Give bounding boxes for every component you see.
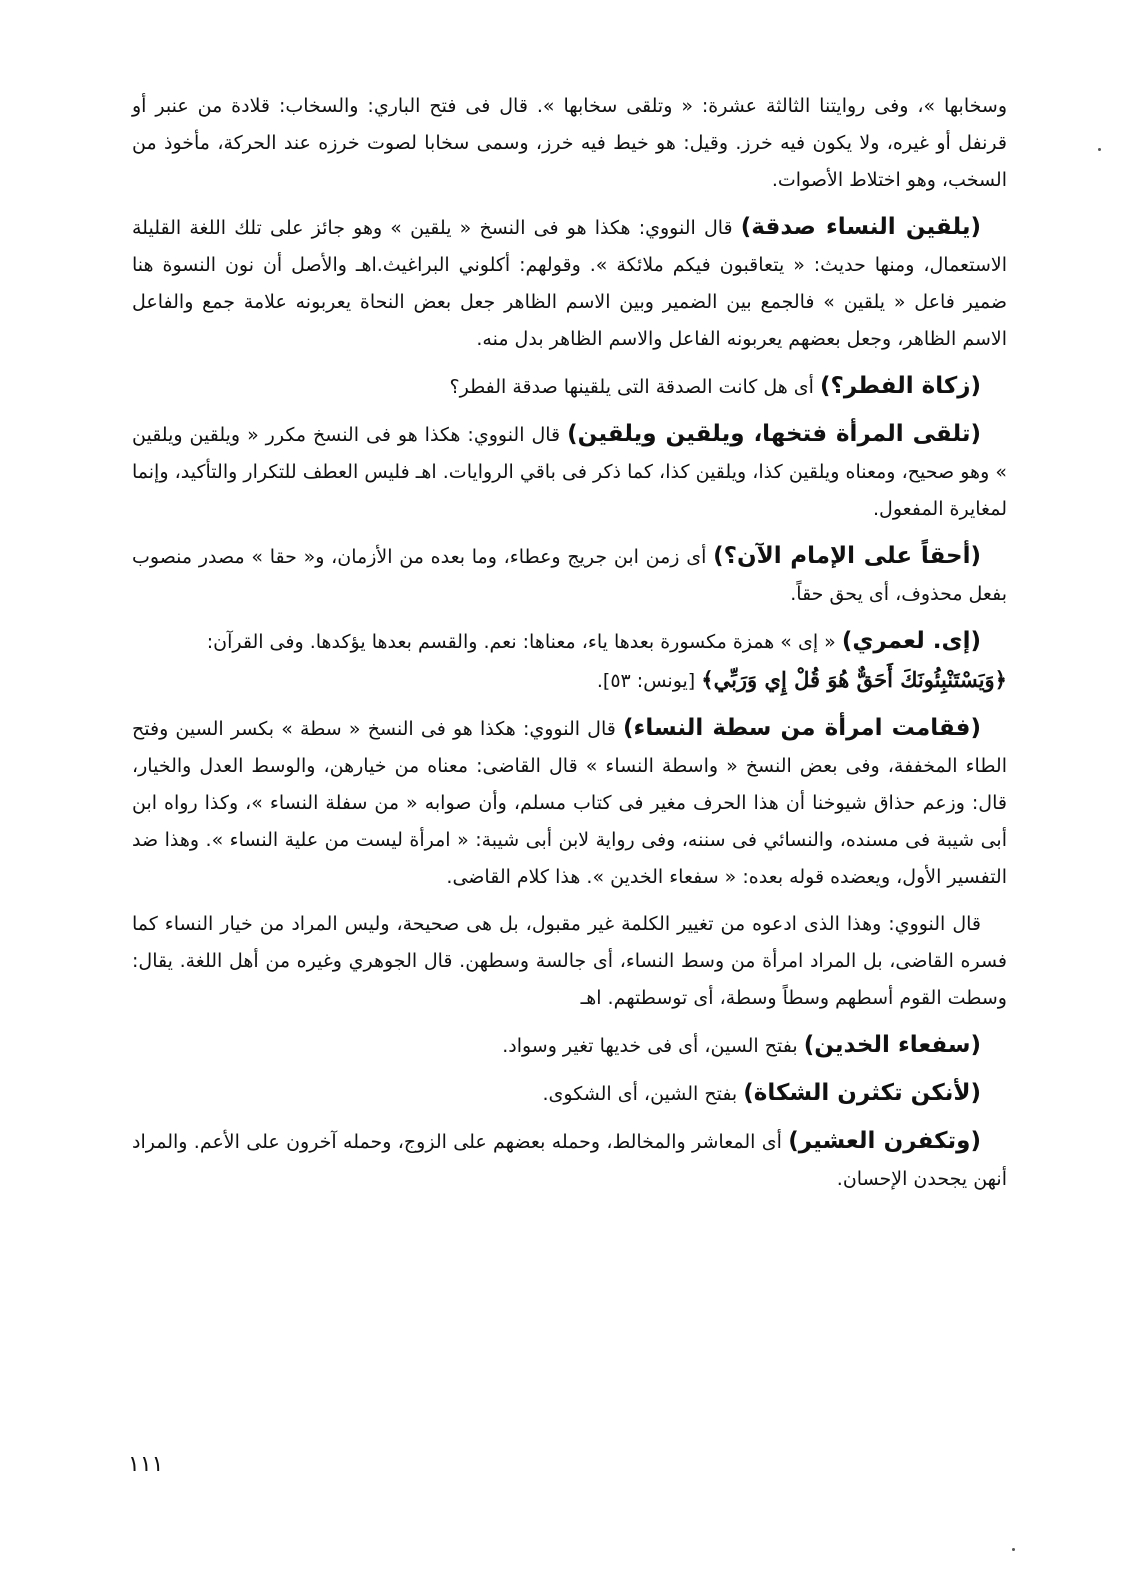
paragraph-ee-laamri (132, 623, 1007, 700)
paragraph-safaa (132, 1027, 1007, 1065)
entry-heading: (تلقى المرأة فتخها، ويلقين ويلقين) (567, 421, 981, 447)
paragraph-tulqi (132, 416, 1007, 528)
page-text (132, 88, 1007, 1208)
entry-heading: (إى. لعمري) (841, 628, 981, 654)
paragraph-body: أى المعاشر والمخالط، وحمله بعضهم على الزوج، وحمله آخرون على الأعم. والمراد أنهن يجحدن الإحسان. (132, 1131, 1007, 1190)
paragraph-body: أى هل كانت الصدقة التى يلقينها صدقة الفطر؟ (449, 376, 820, 398)
entry-heading: (وتكفرن العشير) (788, 1128, 981, 1154)
paragraph-ahaqqan (132, 538, 1007, 613)
quran-reference: [يونس: ٥٣]. (596, 670, 702, 692)
paragraph-ashir (132, 1123, 1007, 1198)
entry-heading: (يلقين النساء صدقة) (740, 214, 981, 240)
quran-verse: ﴿وَيَسْتَنْبِئُونَكَ أَحَقٌّ هُوَ قُلْ إِي وَرَبِّي﴾ (701, 667, 1007, 692)
entry-heading: (فقامت امرأة من سطة النساء) (623, 715, 982, 741)
paragraph-sikhab (132, 88, 1007, 199)
paragraph-body: بفتح السين، أى فى خديها تغير وسواد. (502, 1035, 804, 1057)
paragraph-body: وسخابها »، وفى روايتنا الثالثة عشرة: « وتلقى سخابها ». قال فى فتح الباري: والسخاب: قلادة من عنبر أو قرنفل أو غيره، ولا يكون فيه خرز. وقيل: هو خيط فيه خرز، وسمى سخابا لصوت خرزه عند الحركة، مأخوذ من السخب، وهو اختلاط الأصوات. (132, 95, 1007, 191)
scan-speck (1012, 1548, 1015, 1551)
entry-heading: (أحقاً على الإمام الآن؟) (713, 543, 981, 569)
paragraph-body: بفتح الشين، أى الشكوى. (542, 1083, 744, 1105)
scan-speck (1098, 148, 1101, 151)
paragraph-body: « إى » همزة مكسورة بعدها ياء، معناها: نعم. والقسم بعدها يؤكدها. وفى القرآن: (206, 631, 842, 653)
page-number: ١١١ (128, 1452, 164, 1477)
paragraph-body: قال النووي: وهذا الذى ادعوه من تغيير الكلمة غير مقبول، بل هى صحيحة، وليس المراد من خيار النساء كما فسره القاضى، بل المراد امرأة من وسط النساء، أى جالسة وسطهن. قال الجوهري وغيره من أهل اللغة. يقال: وسطت القوم أسطهم وسطاً وسطة، أى توسطتهم. اهـ (132, 913, 1007, 1009)
entry-heading: (سفعاء الخدين) (803, 1032, 981, 1058)
paragraph-yulqina (132, 209, 1007, 358)
paragraph-body: قال النووي: هكذا هو فى النسخ « سطة » بكسر السين وفتح الطاء المخففة، وفى بعض النسخ « واسطة النساء » قال القاضى: معناه من خيارهن، والوسط العدل والخيار، قال: وزعم حذاق شيوخنا أن هذا الحرف مغير فى كتاب مسلم، وأن صوابه « من سفلة النساء »، وكذا رواه ابن أبى شيبة فى مسنده، والنسائي فى سننه، وفى رواية لابن أبى شيبة: « امرأة ليست من علية النساء ». وهذا ضد التفسير الأول، ويعضده قوله بعده: « سفعاء الخدين ». هذا كلام القاضى. (132, 718, 1007, 888)
paragraph-zakat (132, 368, 1007, 406)
entry-heading: (زكاة الفطر؟) (820, 373, 981, 399)
paragraph-nawawi-reply (132, 906, 1007, 1017)
paragraph-body: قال النووي: هكذا هو فى النسخ مكرر « ويلقين ويلقين » وهو صحيح، ومعناه ويلقين كذا، ويلقين كذا، كما ذكر فى باقي الروايات. اهـ فليس العطف للتكرار والتأكيد، وإنما لمغايرة المفعول. (132, 424, 1007, 520)
paragraph-body: أى زمن ابن جريج وعطاء، وما بعده من الأزمان، و« حقا » مصدر منصوب بفعل محذوف، أى يحق حقاً. (132, 546, 1007, 605)
entry-heading: (لأنكن تكثرن الشكاة) (743, 1080, 981, 1106)
paragraph-shakat (132, 1075, 1007, 1113)
paragraph-body: قال النووي: هكذا هو فى النسخ « يلقين » وهو جائز على تلك اللغة القليلة الاستعمال، ومنها حديث: « يتعاقبون فيكم ملائكة ». وقولهم: أكلوني البراغيث.اهـ والأصل أن نون النسوة هنا ضمير فاعل « يلقين » فالجمع بين الضمير وبين الاسم الظاهر جعل بعض النحاة يعربونه علامة جمع والفاعل الاسم الظاهر، وجعل بعضهم يعربونه الفاعل والاسم الظاهر بدل منه. (132, 217, 1007, 350)
paragraph-satat (132, 710, 1007, 896)
